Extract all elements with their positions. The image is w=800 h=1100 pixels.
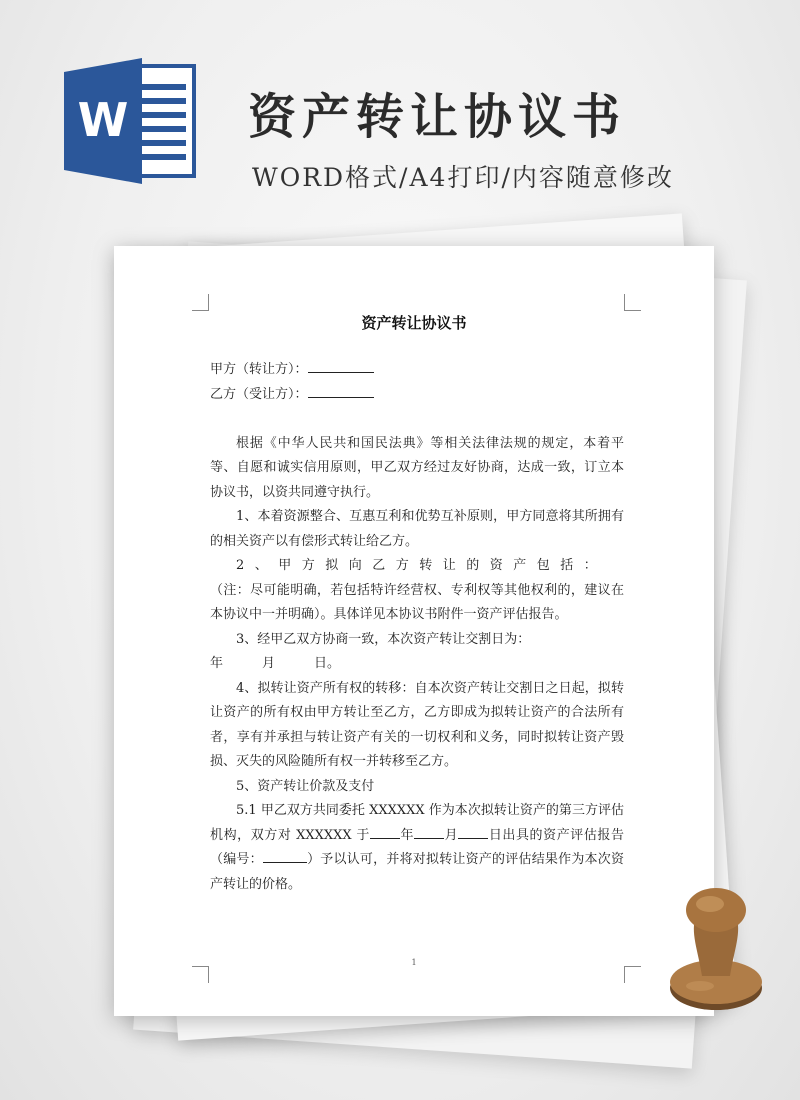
party-b-blank — [308, 383, 374, 398]
document-page — [114, 246, 714, 1016]
clause-2-head: 2、甲方拟向乙方转让的资产包括： — [236, 558, 608, 573]
document-body — [210, 358, 624, 897]
header-subtitle: WORD格式/A4打印/内容随意修改 — [252, 163, 674, 192]
document-title: 资产转让协议书 — [361, 314, 467, 332]
party-b-line: 乙方（受让方）： — [210, 383, 624, 408]
crop-mark — [192, 294, 209, 311]
clause-3: 3、经甲乙双方协商一致，本次资产转让交割日为： — [236, 631, 531, 647]
crop-mark — [624, 294, 641, 311]
clause-4: 4、拟转让资产所有权的转移：自本次资产转让交割日之日起，拟转让资产的所有权由甲方转让至乙方，乙方即成为拟转让资产的合法所有者，享有并承担与转让资产有关的一切权利和义务，同时拟转让资产毁损、灭失的风险随所有权一并转移至乙方。 — [210, 680, 624, 769]
clause-5-1: 5.1 甲乙双方共同委托 XXXXXX 作为本次拟转让资产的第三方评估机构，双方对 XXXXXX 于 年 月 日出具的资产评估报告（编号： ）予以认可，并将对拟转让资产的评估结果作为本次资产转让的价格。 — [210, 803, 624, 892]
page-number: 1 — [411, 958, 417, 967]
clause-1: 1、本着资源整合、互惠互利和优势互补原则，甲方同意将其所拥有的相关资产以有偿形式转让给乙方。 — [210, 509, 624, 549]
word-logo-icon — [64, 58, 198, 184]
clause-2-body: （注：尽可能明确，若包括特许经营权、专利权等其他权利的，建议在本协议中一并明确）。具体详见本协议书附件一资产评估报告。 — [210, 582, 624, 622]
clause-5: 5、资产转让价款及支付 — [236, 778, 375, 794]
crop-mark — [624, 966, 641, 983]
intro-paragraph: 根据《中华人民共和国民法典》等相关法律法规的规定，本着平等、自愿和诚实信用原则，甲乙双方经过友好协商，达成一致，订立本协议书，以资共同遵守执行。 — [210, 435, 624, 500]
party-a-blank — [308, 358, 374, 373]
crop-mark — [192, 966, 209, 983]
party-a-line: 甲方（转让方）： — [210, 358, 624, 383]
header-title: 资产转让协议书 — [248, 89, 627, 145]
wooden-stamp-icon — [640, 880, 770, 1030]
clause-3-date: 年 月 日。 — [210, 656, 341, 671]
word-logo-letter: W — [77, 93, 129, 147]
